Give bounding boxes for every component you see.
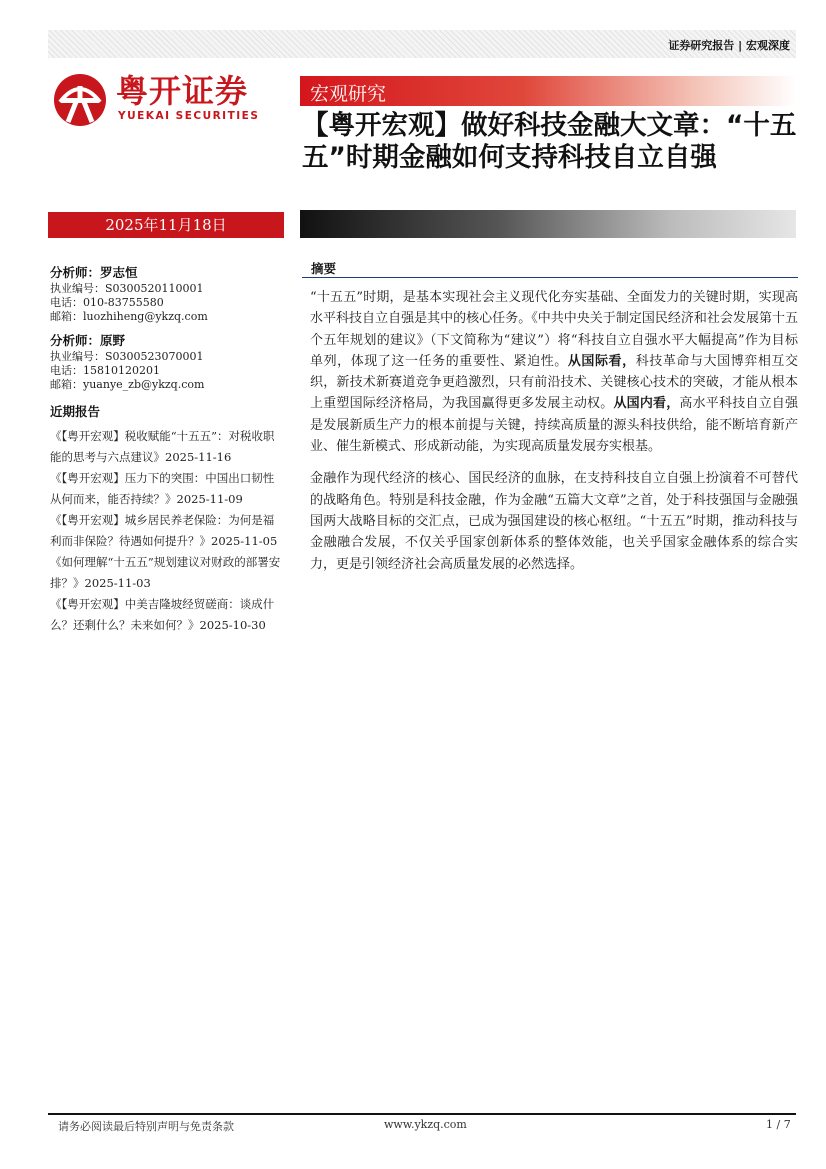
logo-name-en: YUEKAI SECURITIES (118, 110, 260, 122)
paragraph-text: 高水平科技自立自强是发展新质生产力的根本前提与关键，持续高质量的源头科技供给，能不断培育新产业、催生新模式、形成新动能，为实现高质量发展夯实根基。 (310, 396, 798, 455)
abstract-paragraph (310, 287, 798, 457)
paragraph-text: 科技革命与大国博弈相互交织，新技术新赛道竞争更趋激烈，只有前沿技术、关键核心技术的突破，才能从根本上重塑国际经济格局，为我国赢得更多发展主动权。 (310, 353, 798, 412)
analyst-block (50, 264, 282, 324)
paragraph-text: “十五五”时期，是基本实现社会主义现代化夯实基础、全面发力的关键时期，实现高水平科技自立自强是其中的核心任务。《中共中央关于制定国民经济和社会发展第十五个五年规划的建议》（下文简称为“建议”）将“科技自立自强水平大幅提高”作为目标单列，体现了这一任务的重要性、紧迫性。 (310, 290, 798, 369)
top-header-bar (48, 30, 796, 58)
recent-reports-heading: 近期报告 (50, 404, 101, 419)
emphasis-domestic: 从国内看， (613, 396, 680, 412)
category-label: 宏观研究 (310, 83, 387, 105)
report-title: 【粤开宏观】做好科技金融大文章：“十五五”时期金融如何支持科技自立自强 (302, 110, 797, 173)
recent-report-item[interactable]: 《【粤开宏观】税收赋能“十五五”：对税收职能的思考与六点建议》2025-11-16 (50, 429, 275, 464)
analyst-phone: 电话：010-83755580 (50, 296, 164, 309)
report-type-tag: 证券研究报告 | 宏观深度 (668, 39, 790, 52)
category-banner (300, 76, 796, 106)
footer-divider (48, 1113, 796, 1115)
analyst-email[interactable]: 邮箱：luozhiheng@ykzq.com (50, 310, 208, 323)
analyst-name: 分析师：原野 (50, 333, 126, 348)
abstract-heading: 摘要 (311, 261, 337, 276)
analyst-name: 分析师：罗志恒 (50, 265, 138, 280)
yuekai-emblem-icon (52, 72, 108, 128)
emphasis-international: 从国际看， (567, 353, 636, 369)
company-logo (52, 72, 282, 138)
abstract-divider (302, 277, 798, 278)
recent-report-item[interactable]: 《如何理解“十五五”规划建议对财政的部署安排？》2025-11-03 (50, 555, 281, 590)
analyst-license: 执业编号：S0300520110001 (50, 282, 204, 295)
analyst-block (50, 332, 282, 392)
page-number: 1 / 7 (766, 1118, 791, 1131)
analyst-phone: 电话：15810120201 (50, 364, 160, 377)
footer-disclaimer[interactable]: 请务必阅读最后特别声明与免责条款 (58, 1120, 234, 1133)
footer-website[interactable]: www.ykzq.com (384, 1118, 467, 1131)
abstract-paragraph: 金融作为现代经济的核心、国民经济的血脉，在支持科技自立自强上扮演着不可替代的战略角色。特别是科技金融，作为金融“五篇大文章”之首，处于科技强国与金融强国两大战略目标的交汇点，已成为强国建设的核心枢纽。“十五五”时期，推动科技与金融融合发展，不仅关乎国家创新体系的整体效能，也关乎国家金融体系的综合实力，更是引领经济社会高质量发展的必然选择。 (310, 471, 798, 572)
analyst-license: 执业编号：S0300523070001 (50, 350, 204, 363)
recent-report-item[interactable]: 《【粤开宏观】压力下的突围：中国出口韧性从何而来，能否持续？》2025-11-09 (50, 471, 275, 506)
sidebar (50, 264, 282, 636)
abstract-body (310, 287, 798, 586)
recent-report-item[interactable]: 《【粤开宏观】中美吉隆坡经贸磋商：谈成什么？还剩什么？未来如何？》2025-10-30 (50, 597, 275, 632)
analyst-email[interactable]: 邮箱：yuanye_zb@ykzq.com (50, 378, 205, 391)
date-banner (48, 212, 284, 238)
title-underline-bar (300, 210, 796, 238)
report-date: 2025年11月18日 (105, 216, 227, 234)
recent-report-item[interactable]: 《【粤开宏观】城乡居民养老保险：为何是福利而非保险？待遇如何提升？》2025-11-05 (50, 513, 278, 548)
logo-name-cn: 粤开证券 (116, 72, 249, 110)
